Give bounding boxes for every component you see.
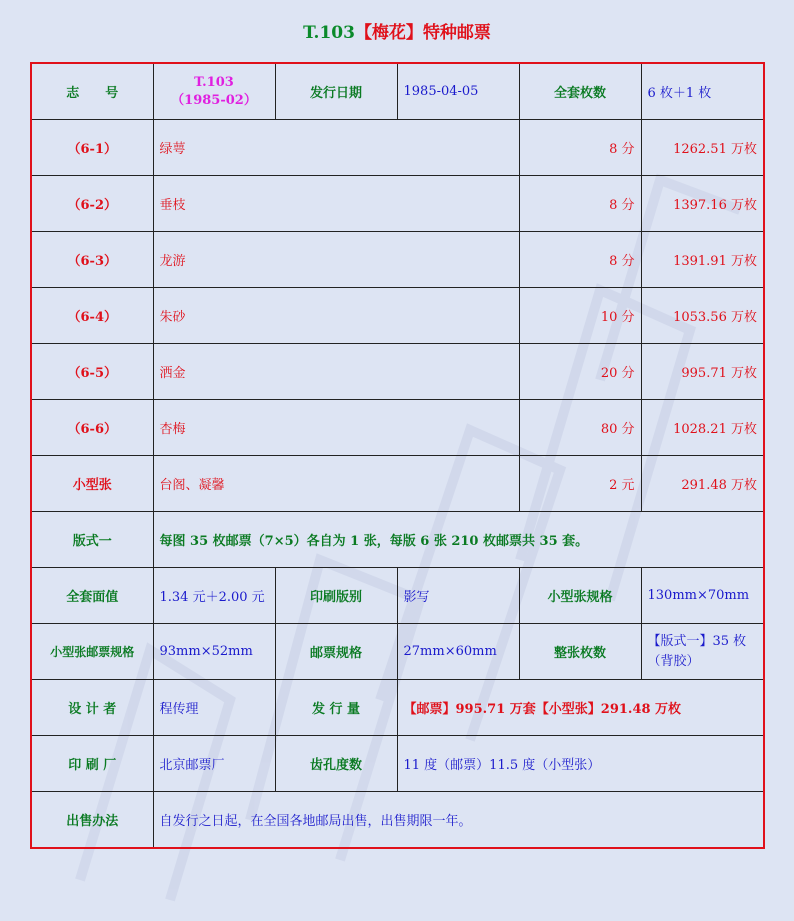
stamp-price: 20 分 bbox=[519, 344, 641, 400]
stamp-name: 洒金 bbox=[153, 344, 519, 400]
face-value-value: 1.34 元＋2.00 元 bbox=[153, 568, 275, 624]
stamp-qty: 1028.21 万枚 bbox=[641, 400, 764, 456]
stamp-no: （6-4） bbox=[31, 288, 153, 344]
stamp-price: 8 分 bbox=[519, 176, 641, 232]
stamp-no: （6-2） bbox=[31, 176, 153, 232]
format-value: 每图 35 枚邮票（7×5）各自为 1 张，每版 6 张 210 枚邮票共 35 套。 bbox=[153, 512, 764, 568]
stamp-qty: 1262.51 万枚 bbox=[641, 120, 764, 176]
stamp-qty: 1053.56 万枚 bbox=[641, 288, 764, 344]
stamp-no: （6-6） bbox=[31, 400, 153, 456]
stamp-price: 8 分 bbox=[519, 232, 641, 288]
table-row bbox=[31, 792, 764, 849]
stamp-name: 垂枝 bbox=[153, 176, 519, 232]
perforation-value: 11 度（邮票）11.5 度（小型张） bbox=[397, 736, 764, 792]
printer-value: 北京邮票厂 bbox=[153, 736, 275, 792]
stamp-no: （6-1） bbox=[31, 120, 153, 176]
designer-label: 设 计 者 bbox=[31, 680, 153, 736]
table-row bbox=[31, 63, 764, 120]
stamp-qty: 1391.91 万枚 bbox=[641, 232, 764, 288]
circulation-label: 发 行 量 bbox=[275, 680, 397, 736]
stamp-name: 朱砂 bbox=[153, 288, 519, 344]
table-row bbox=[31, 344, 764, 400]
sale-method-value: 自发行之日起，在全国各地邮局出售，出售期限一年。 bbox=[153, 792, 764, 849]
souvenir-stamp-size-label: 小型张邮票规格 bbox=[31, 624, 153, 680]
stamp-no: （6-3） bbox=[31, 232, 153, 288]
table-row bbox=[31, 176, 764, 232]
souvenir-sheet-size-label: 小型张规格 bbox=[519, 568, 641, 624]
stamp-name: 台阁、凝馨 bbox=[153, 456, 519, 512]
table-row bbox=[31, 680, 764, 736]
table-row bbox=[31, 512, 764, 568]
table-row bbox=[31, 120, 764, 176]
sheet-count-value: 【版式一】35 枚 （背胶） bbox=[641, 624, 764, 680]
stamp-name: 杏梅 bbox=[153, 400, 519, 456]
stamp-price: 10 分 bbox=[519, 288, 641, 344]
sale-method-label: 出售办法 bbox=[31, 792, 153, 849]
format-label: 版式一 bbox=[31, 512, 153, 568]
stamp-qty: 291.48 万枚 bbox=[641, 456, 764, 512]
stamp-size-value: 27mm×60mm bbox=[397, 624, 519, 680]
stamp-info-table bbox=[30, 62, 765, 849]
stamp-name: 绿萼 bbox=[153, 120, 519, 176]
stamp-name: 龙游 bbox=[153, 232, 519, 288]
stamp-size-label: 邮票规格 bbox=[275, 624, 397, 680]
print-type-value: 影写 bbox=[397, 568, 519, 624]
table-row bbox=[31, 568, 764, 624]
set-count-label: 全套枚数 bbox=[519, 63, 641, 120]
souvenir-stamp-size-value: 93mm×52mm bbox=[153, 624, 275, 680]
stamp-code: T.103 （1985-02） bbox=[153, 63, 275, 120]
set-count-value: 6 枚＋1 枚 bbox=[641, 63, 764, 120]
page-title: T.103【梅花】特种邮票 bbox=[303, 23, 491, 43]
printer-label: 印 刷 厂 bbox=[31, 736, 153, 792]
designer-value: 程传理 bbox=[153, 680, 275, 736]
circulation-value: 【邮票】995.71 万套【小型张】291.48 万枚 bbox=[397, 680, 764, 736]
table-row bbox=[31, 400, 764, 456]
table-row bbox=[31, 232, 764, 288]
stamp-no: （6-5） bbox=[31, 344, 153, 400]
stamp-price: 8 分 bbox=[519, 120, 641, 176]
stamp-qty: 1397.16 万枚 bbox=[641, 176, 764, 232]
souvenir-sheet-size-value: 130mm×70mm bbox=[641, 568, 764, 624]
sheet-count-label: 整张枚数 bbox=[519, 624, 641, 680]
table-row bbox=[31, 624, 764, 680]
table-row bbox=[31, 288, 764, 344]
issue-date-label: 发行日期 bbox=[275, 63, 397, 120]
issue-date-value: 1985-04-05 bbox=[397, 63, 519, 120]
stamp-no: 小型张 bbox=[31, 456, 153, 512]
stamp-qty: 995.71 万枚 bbox=[641, 344, 764, 400]
face-value-label: 全套面值 bbox=[31, 568, 153, 624]
stamp-price: 2 元 bbox=[519, 456, 641, 512]
table-row bbox=[31, 736, 764, 792]
table-row bbox=[31, 456, 764, 512]
zhihao-label: 志 号 bbox=[31, 63, 153, 120]
stamp-price: 80 分 bbox=[519, 400, 641, 456]
print-type-label: 印刷版别 bbox=[275, 568, 397, 624]
perforation-label: 齿孔度数 bbox=[275, 736, 397, 792]
